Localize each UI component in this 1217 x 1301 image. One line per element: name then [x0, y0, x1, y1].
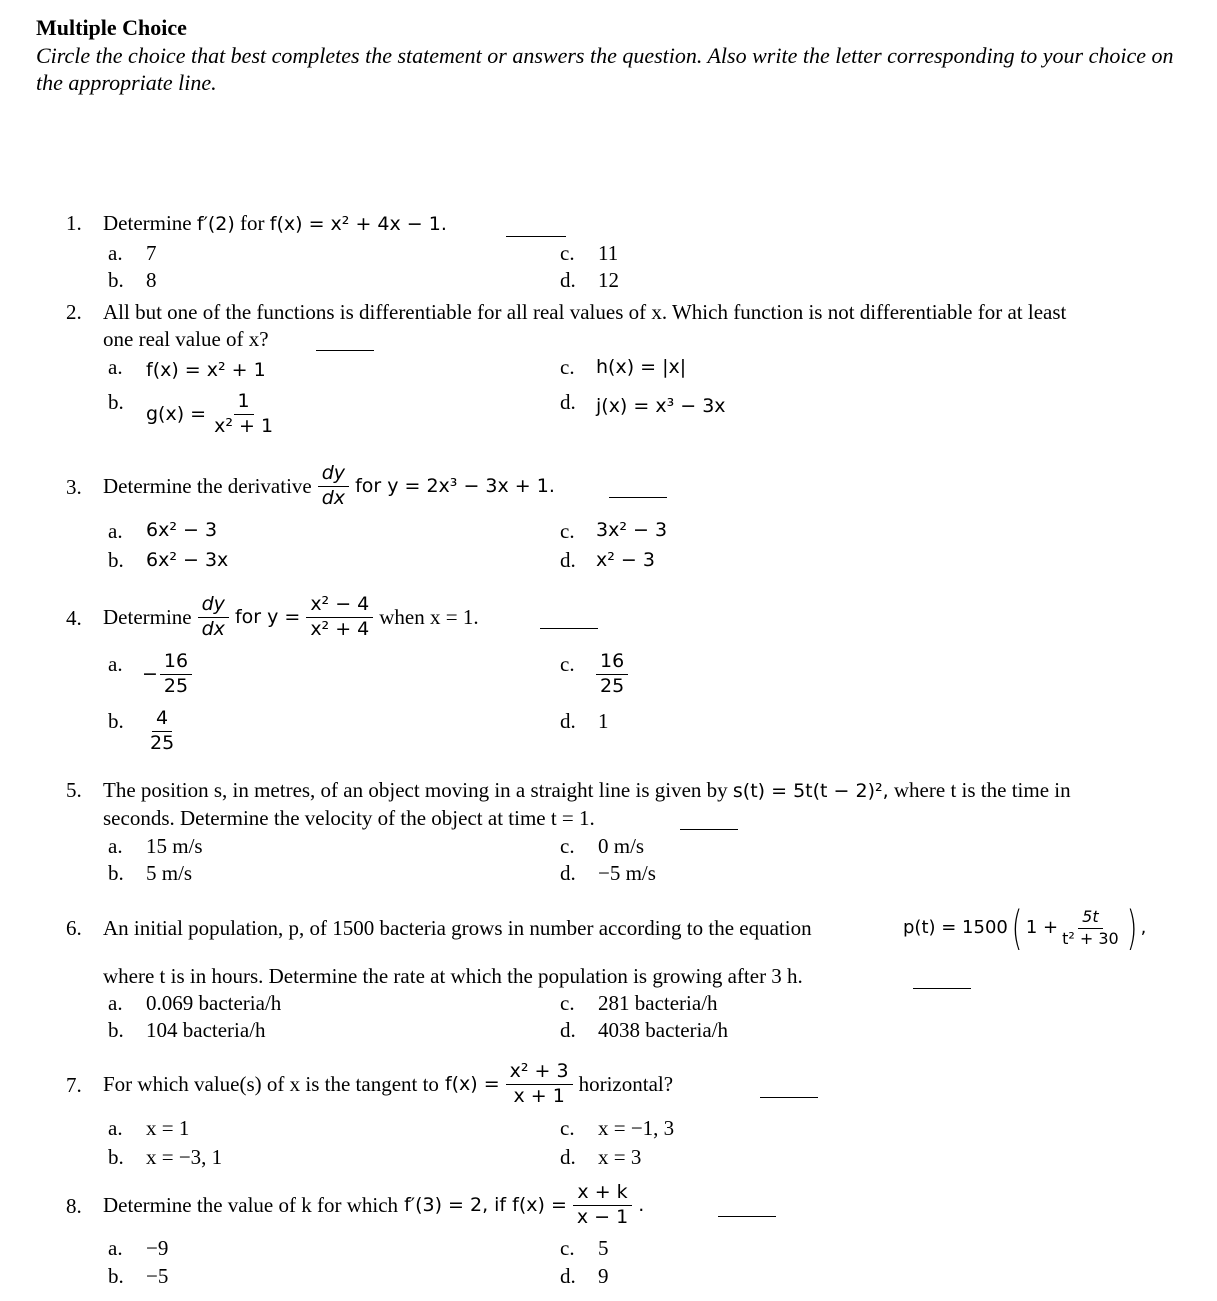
choice-letter: a. — [108, 519, 123, 543]
choice-d: 9 — [598, 1264, 609, 1288]
answer-line[interactable] — [718, 1216, 776, 1217]
choice-d: 1 — [598, 709, 609, 733]
choice-letter: d. — [560, 1018, 576, 1042]
choice-letter: c. — [560, 991, 575, 1015]
choice-letter: d. — [560, 1264, 576, 1288]
choice-c: 281 bacteria/h — [598, 991, 718, 1015]
question-number: 2. — [66, 300, 82, 324]
choice-a: −9 — [146, 1236, 169, 1260]
question-text: An initial population, p, of 1500 bacteria grows in number according to the equation — [103, 916, 812, 940]
question-number: 1. — [66, 211, 82, 235]
answer-line[interactable] — [760, 1097, 818, 1098]
question-text: Determine $\frac{dy}{dx}$ for y = $\frac{\text{x² − 4}}{\text{x² + 4}}$ when x = 1. — [103, 592, 479, 640]
choice-letter: a. — [108, 834, 123, 858]
section-title: Multiple Choice — [36, 15, 187, 40]
choice-b: $\frac{4}{25}$ — [150, 707, 175, 754]
choice-b: 104 bacteria/h — [146, 1018, 266, 1042]
choice-letter: b. — [108, 1145, 124, 1169]
choice-letter: c. — [560, 1236, 575, 1260]
choice-letter: a. — [108, 355, 123, 379]
question-text: Determine f′(2) for f(x) = x² + 4x − 1. — [103, 211, 447, 235]
choice-a: 7 — [146, 241, 157, 265]
choice-c: h(x) = |x| — [596, 356, 687, 378]
choice-b: g(x) = $\frac{1}{\text{x² + 1}}$ — [146, 390, 274, 437]
question-text: The position s, in metres, of an object moving in a straight line is given by s(t) = 5t(t − 2)², where t is the time in — [103, 778, 1071, 802]
choice-letter: b. — [108, 1018, 124, 1042]
answer-line[interactable] — [506, 236, 566, 237]
choice-a: − $\frac{16}{25}$ — [142, 652, 192, 697]
left-paren-icon: ( — [1011, 901, 1023, 955]
question-number: 8. — [66, 1194, 82, 1218]
choice-letter: a. — [108, 652, 123, 676]
question-text: where t is in hours. Determine the rate at which the population is growing after 3 h. — [103, 964, 803, 988]
choice-letter: b. — [108, 709, 124, 733]
question-number: 3. — [66, 475, 82, 499]
question-number: 6. — [66, 916, 82, 940]
choice-letter: d. — [560, 709, 576, 733]
question-text: one real value of x? — [103, 327, 269, 351]
choice-c: 3x² − 3 — [596, 519, 668, 541]
choice-letter: a. — [108, 1236, 123, 1260]
choice-a: 6x² − 3 — [146, 519, 218, 541]
choice-c: x = −1, 3 — [598, 1116, 675, 1140]
answer-line[interactable] — [680, 829, 738, 830]
choice-letter: d. — [560, 861, 576, 885]
right-paren-icon: ) — [1126, 901, 1138, 955]
choice-letter: d. — [560, 390, 576, 414]
question-number: 4. — [66, 606, 82, 630]
question-number: 7. — [66, 1073, 82, 1097]
choice-d: x² − 3 — [596, 549, 655, 571]
question-text: Determine the derivative $\frac{dy}{dx}$ for y = 2x³ − 3x + 1. — [103, 461, 555, 509]
choice-b: 8 — [146, 268, 157, 292]
answer-line[interactable] — [540, 628, 598, 629]
choice-a: f(x) = x² + 1 — [146, 359, 266, 381]
choice-letter: c. — [560, 241, 575, 265]
choice-letter: b. — [108, 861, 124, 885]
choice-d: x = 3 — [598, 1145, 642, 1169]
choice-c: 11 — [598, 241, 619, 265]
choice-c: 0 m/s — [598, 834, 645, 858]
choice-letter: a. — [108, 1116, 123, 1140]
choice-d: 12 — [598, 268, 619, 292]
choice-letter: d. — [560, 268, 576, 292]
choice-letter: b. — [108, 390, 124, 414]
question-number: 5. — [66, 778, 82, 802]
choice-letter: b. — [108, 268, 124, 292]
choice-letter: c. — [560, 652, 575, 676]
choice-letter: c. — [560, 1116, 575, 1140]
choice-d: j(x) = x³ − 3x — [596, 395, 726, 417]
choice-letter: b. — [108, 1264, 124, 1288]
choice-d: 4038 bacteria/h — [598, 1018, 729, 1042]
answer-line[interactable] — [609, 497, 667, 498]
choice-letter: d. — [560, 548, 576, 572]
choice-a: 15 m/s — [146, 834, 203, 858]
choice-b: −5 — [146, 1264, 169, 1288]
question-text: All but one of the functions is differentiable for all real values of x. Which function is not differentiable for at least — [103, 300, 1067, 324]
question-text: For which value(s) of x is the tangent to f(x) = $\frac{\text{x² + 3}}{x + 1}$ horizontal? — [103, 1059, 674, 1107]
choice-letter: d. — [560, 1145, 576, 1169]
choice-a: 0.069 bacteria/h — [146, 991, 282, 1015]
choice-d: −5 m/s — [598, 861, 656, 885]
choice-b: 6x² − 3x — [146, 549, 229, 571]
choice-c: 5 — [598, 1236, 609, 1260]
choice-a: x = 1 — [146, 1116, 190, 1140]
question-text: Determine the value of k for which f′(3) = 2, if f(x) = $\frac{x + k}{x - 1}$ . — [103, 1180, 645, 1228]
answer-line[interactable] — [316, 350, 374, 351]
answer-line[interactable] — [913, 988, 971, 989]
choice-letter: b. — [108, 548, 124, 572]
choice-letter: c. — [560, 355, 575, 379]
choice-letter: c. — [560, 519, 575, 543]
choice-letter: a. — [108, 241, 123, 265]
choice-letter: c. — [560, 834, 575, 858]
population-equation: p(t) = 1500 ( 1 + $\frac{5t}{\text{t² + 30}}$ ) , — [903, 901, 1147, 955]
choice-c: $\frac{16}{25}$ — [596, 652, 628, 697]
choice-b: 5 m/s — [146, 861, 193, 885]
instructions: Circle the choice that best completes the statement or answers the question. Also write the letter corresponding to your choice on the appropriate line. — [36, 43, 1174, 95]
question-text: seconds. Determine the velocity of the object at time t = 1. — [103, 806, 595, 830]
choice-letter: a. — [108, 991, 123, 1015]
choice-b: x = −3, 1 — [146, 1145, 223, 1169]
